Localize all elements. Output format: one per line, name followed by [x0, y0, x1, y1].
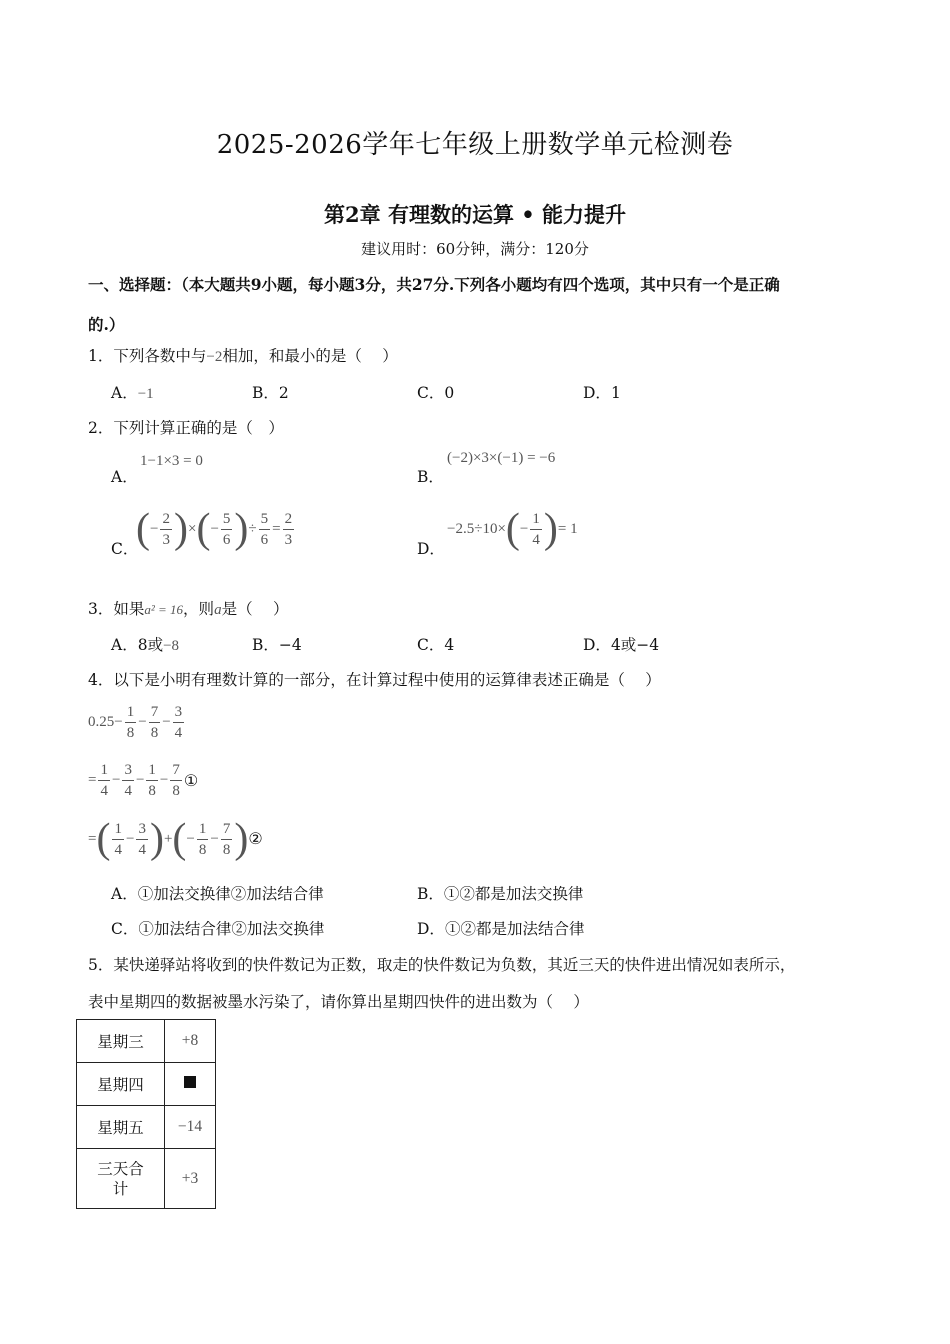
- q2-option-c-label: C．: [111, 540, 139, 558]
- table-row: [77, 1063, 216, 1106]
- question-3-stem: 3．如果a² = 16，则a是（ ）: [88, 600, 289, 618]
- table-cell-value: +3: [165, 1149, 216, 1209]
- q3-option-a: A．8或−8: [111, 636, 180, 654]
- delivery-table: [76, 1019, 216, 1209]
- q4-calc-line-2: = $\frac{1}{4}$ − $\frac{3}{4}$ − $\frac{1}{8}$ − $\frac{7}{8}$ ①: [88, 762, 199, 799]
- question-5-stem: 5．某快递驿站将收到的快件数记为正数，取走的快件数记为负数，其近三天的快件进出情况如表所示，: [88, 956, 796, 974]
- question-4-stem: 4．以下是小明有理数计算的一部分，在计算过程中使用的运算律表述正确是（ ）: [88, 671, 661, 689]
- chapter-title: 第2章 有理数的运算 • 能力提升: [324, 202, 626, 227]
- q2-option-c-formula: ( − $\frac{2}{3}$ ) × ( − $\frac{5}{6}$ ) ÷ $\frac{5}{6}$ = $\frac{2}{3}$: [136, 506, 293, 552]
- q1-option-b: B．2: [252, 384, 289, 402]
- q2-option-d-label: D．: [417, 540, 445, 558]
- q1-option-a: A．−1: [111, 384, 154, 402]
- question-2-stem: 2．下列计算正确的是（ ）: [88, 419, 284, 437]
- ink-stain-square-icon: [184, 1076, 196, 1088]
- table-cell-day: 星期三: [77, 1020, 165, 1063]
- q2-option-b-label: B．: [417, 468, 444, 486]
- table-cell-day: 星期五: [77, 1106, 165, 1149]
- q4-option-a: A．①加法交换律②加法结合律: [111, 885, 324, 903]
- q3-option-d: D．4或−4: [583, 636, 660, 654]
- q2-option-a-label: A．: [111, 468, 138, 486]
- q4-calc-line-1: 0.25− $\frac{1}{8}$ − $\frac{7}{8}$ − $\frac{3}{4}$: [88, 704, 183, 741]
- q4-calc-line-3: = ( $\frac{1}{4}$ − $\frac{3}{4}$ ) + ( − $\frac{1}{8}$ − $\frac{7}{8}$ ) ②: [88, 816, 263, 862]
- table-cell-day: 星期四: [77, 1063, 165, 1106]
- table-row: [77, 1106, 216, 1149]
- table-cell-value: −14: [165, 1106, 216, 1149]
- section-heading-cont: 的.）: [88, 315, 125, 334]
- ink-stain-cell: [165, 1063, 216, 1106]
- section-heading: 一、选择题：（本大题共9小题，每小题3分，共27分.下列各小题均有四个选项，其中只有一个是正确: [88, 275, 780, 294]
- q4-option-c: C．①加法结合律②加法交换律: [111, 920, 325, 938]
- q3-option-b: B．−4: [252, 636, 302, 654]
- table-cell-value: +8: [165, 1020, 216, 1063]
- q2-option-b-formula: (−2)×3×(−1) = −6: [447, 450, 556, 466]
- table-row: [77, 1149, 216, 1209]
- q1-option-c: C．0: [417, 384, 455, 402]
- time-and-score: 建议用时：60分钟，满分：120分: [361, 240, 589, 258]
- page-title: 2025-2026学年七年级上册数学单元检测卷: [216, 130, 734, 160]
- q2-option-d-formula: −2.5÷10× ( − $\frac{1}{4}$ ) = 1: [447, 506, 578, 552]
- question-1-stem: 1．下列各数中与−2相加，和最小的是（ ）: [88, 347, 398, 365]
- q3-option-c: C．4: [417, 636, 455, 654]
- table-cell-day: 三天合 计: [77, 1149, 165, 1209]
- question-5-stem-cont: 表中星期四的数据被墨水污染了，请你算出星期四快件的进出数为（ ）: [88, 993, 589, 1011]
- q2-option-a-formula: 1−1×3 = 0: [140, 453, 203, 469]
- q4-option-b: B．①②都是加法交换律: [417, 885, 584, 903]
- q4-option-d: D．①②都是加法结合律: [417, 920, 585, 938]
- q1-option-d: D．1: [583, 384, 621, 402]
- table-row: [77, 1020, 216, 1063]
